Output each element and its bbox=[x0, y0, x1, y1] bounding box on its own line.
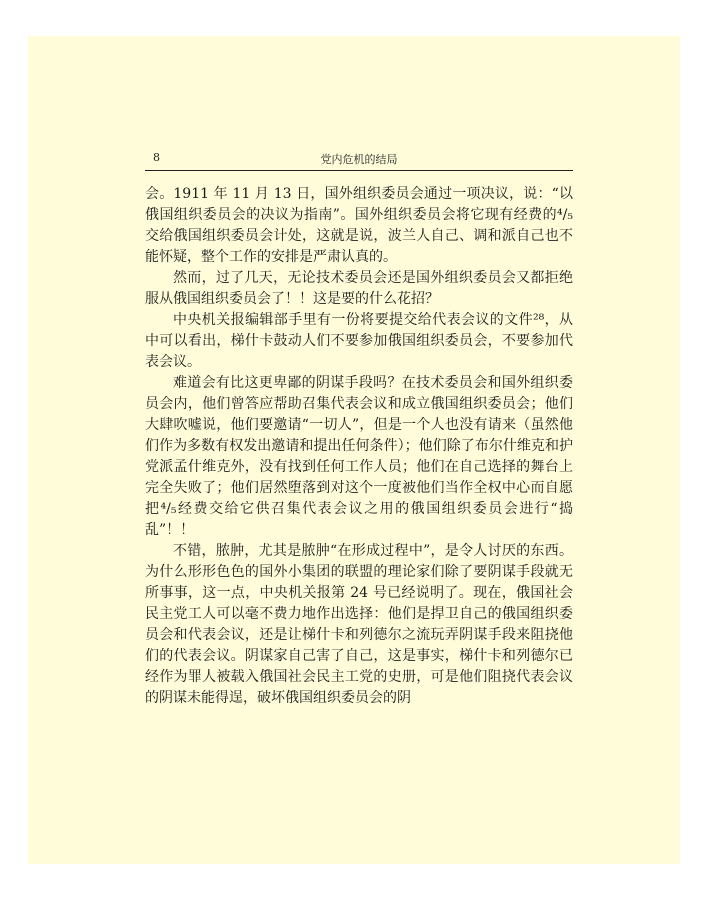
running-title: 党内危机的结局 bbox=[320, 153, 398, 166]
paragraph: 会。1911 年 11 月 13 日，国外组织委员会通过一项决议，说：“以俄国组织委员会的决议为指南”。国外组织委员会将它现有经费的⁴/₅交给俄国组织委员会计处，这就是说，波兰人自己、调和派自己也不能怀疑，整个工作的安排是严肃认真的。 bbox=[145, 186, 573, 265]
paragraph: 难道会有比这更卑鄙的阴谋手段吗？在技术委员会和国外组织委员会内，他们曾答应帮助召集代表会议和成立俄国组织委员会；他们大肆吹嘘说，他们要邀请“一切人”，但是一个人也没有请来（虽然他们作为多数有权发出邀请和提出任何条件）；他们除了布尔什维克和护党派孟什维克外，没有找到任何工作人员；他们在自己选择的舞台上完全失败了；他们居然堕落到对这个一度被他们当作全权中心而自愿把⁴/₅经费交给它供召集代表会议之用的俄国组织委员会进行“捣乱”！！ bbox=[145, 375, 573, 538]
page-number: 8 bbox=[153, 151, 160, 164]
paragraph: 中央机关报编辑部手里有一份将要提交给代表会议的文件²⁸，从中可以看出，梯什卡鼓动人们不要参加俄国组织委员会，不要参加代表会议。 bbox=[145, 312, 573, 370]
page-header bbox=[145, 148, 573, 171]
paragraph: 不错，脓肿，尤其是脓肿“在形成过程中”，是令人讨厌的东西。为什么形形色色的国外小集团的联盟的理论家们除了要阴谋手段就无所事事，这一点，中央机关报第 24 号已经说明了。现在，俄国社会民主党工人可以毫不费力地作出选择：他们是捍卫自己的俄国组织委员会和代表会议，还是让梯什卡和列德尔之流玩弄阴谋手段来阻挠他们的代表会议。阴谋家自己害了自己，这是事实，梯什卡和列德尔已经作为罪人被载入俄国社会民主工党的史册，可是他们阻挠代表会议的阴谋未能得逞，破坏俄国组织委员会的阴 bbox=[145, 543, 573, 706]
body-text bbox=[145, 184, 573, 709]
paragraph: 然而，过了几天，无论技术委员会还是国外组织委员会又都拒绝服从俄国组织委员会了！！这是要的什么花招？ bbox=[145, 270, 573, 307]
